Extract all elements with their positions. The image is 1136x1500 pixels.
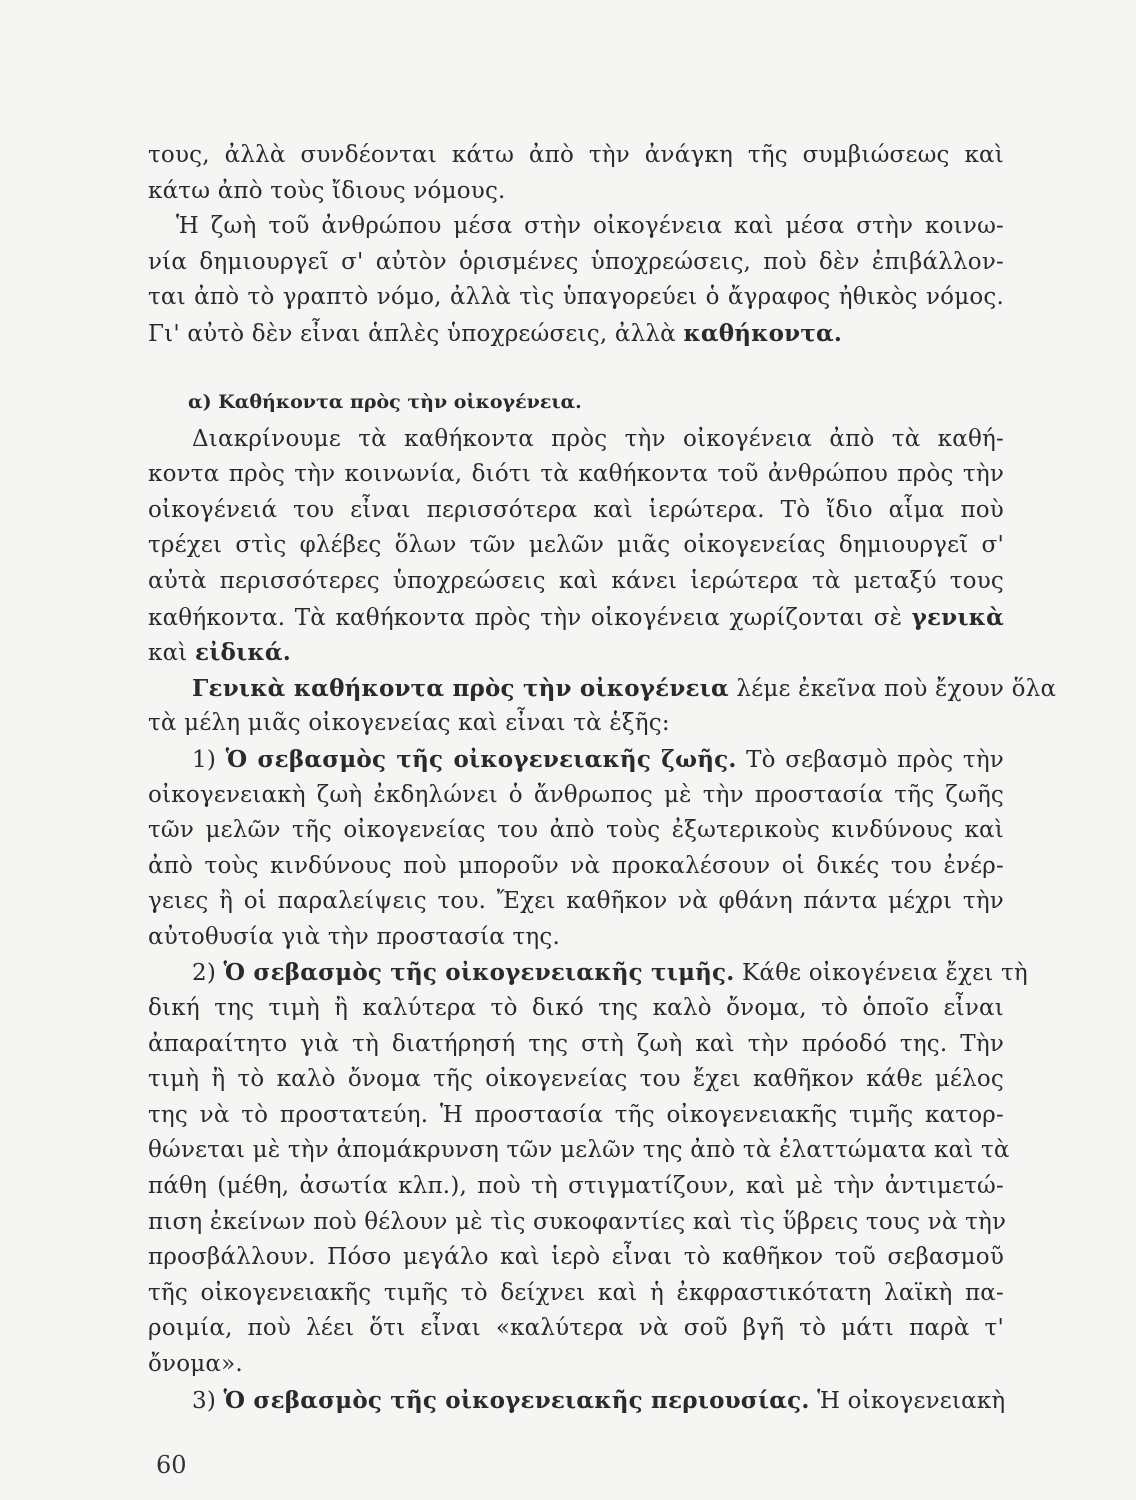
text-line: ἀπὸ τοὺς κινδύνους ποὺ μποροῦν νὰ προκαλέσουν οἱ δικές του ἐνέρ-: [148, 852, 1004, 879]
page-number: 60: [156, 1451, 187, 1479]
text-line: [148, 316, 1004, 352]
text-line: τιμὴ ἢ τὸ καλὸ ὄνομα τῆς οἰκογενείας του ἔχει καθῆκον κάθε μέλος: [148, 1066, 1004, 1093]
bold-term: Ὁ σεβασμὸς τῆς οἰκογενειακῆς περιουσίας.: [223, 1386, 810, 1414]
text-line: Διακρίνουμε τὰ καθήκοντα πρὸς τὴν οἰκογένεια ἀπὸ τὰ καθή-: [192, 425, 1004, 452]
list-item-heading: [148, 1383, 1004, 1419]
text-line: γειες ἢ οἱ παραλείψεις του. Ἔχει καθῆκον νὰ φθάνη πάντα μέχρι τὴν: [148, 888, 1004, 915]
text-segment: καὶ: [148, 640, 188, 667]
text-line: κοντα πρὸς τὴν κοινωνία, διότι τὰ καθήκοντα τοῦ ἀνθρώπου πρὸς τὴν: [148, 461, 1004, 488]
text-line: τῶν μελῶν τῆς οἰκογενείας του ἀπὸ τοὺς ἐξωτερικοὺς κινδύνους καὶ: [148, 817, 1004, 844]
text-line: [148, 671, 1057, 707]
text-line: αὐτοθυσία γιὰ τὴν προστασία της.: [148, 923, 560, 950]
list-number: 3): [192, 1387, 217, 1414]
text-line: θώνεται μὲ τὴν ἀπομάκρυνση τῶν μελῶν της ἀπὸ τὰ ἐλαττώματα καὶ τὰ: [148, 1137, 1010, 1164]
bold-term: καθήκοντα.: [683, 319, 843, 347]
bold-term: γενικὰ: [911, 603, 1005, 631]
text-segment: Ἡ οἰκογενειακὴ: [817, 1387, 1006, 1414]
list-number: 2): [192, 960, 217, 987]
section-subheading: α) Καθήκοντα πρὸς τὴν οἰκογένεια.: [188, 390, 582, 413]
text-line: της νὰ τὸ προστατεύη. Ἡ προστασία τῆς οἰκογενειακῆς τιμῆς κατορ-: [148, 1101, 1004, 1128]
text-line: τῆς οἰκογενειακῆς τιμῆς τὸ δείχνει καὶ ἡ ἐκφραστικότατη λαϊκὴ πα-: [148, 1279, 1004, 1306]
text-line: ται ἀπὸ τὸ γραπτὸ νόμο, ἀλλὰ τὶς ὑπαγορεύει ὁ ἄγραφος ἠθικὸς νόμος.: [148, 284, 1004, 311]
bold-term: Ὁ σεβασμὸς τῆς οἰκογενειακῆς ζωῆς.: [225, 745, 737, 773]
text-segment: Τὸ σεβασμὸ πρὸς τὴν: [746, 746, 1004, 773]
page-body: [148, 138, 1057, 1418]
text-line: Ἡ ζωὴ τοῦ ἀνθρώπου μέσα στὴν οἰκογένεια καὶ μέσα στὴν κοινω-: [176, 213, 1004, 240]
bold-term: Γενικὰ καθήκοντα πρὸς τὴν οἰκογένεια: [192, 674, 729, 702]
text-line: οἰκογενειακὴ ζωὴ ἐκδηλώνει ὁ ἄνθρωπος μὲ τὴν προστασία τῆς ζωῆς: [148, 781, 1004, 808]
text-line: ὄνομα».: [148, 1351, 243, 1377]
text-line: δική της τιμὴ ἢ καλύτερα τὸ δικό της καλὸ ὄνομα, τὸ ὁποῖο εἶναι: [148, 995, 1004, 1022]
text-line: [148, 600, 1004, 636]
list-number: 1): [192, 746, 217, 773]
text-line: πιση ἐκείνων ποὺ θέλουν μὲ τὶς συκοφαντίες καὶ τὶς ὕβρεις τους νὰ τὴν: [148, 1208, 1007, 1235]
list-item-heading: [148, 955, 1028, 991]
text-segment: λέμε ἐκεῖνα ποὺ ἔχουν ὅλα: [736, 675, 1057, 702]
list-item-heading: [148, 742, 1004, 778]
bold-term: εἰδικά.: [195, 639, 291, 667]
text-line: αὐτὰ περισσότερες ὑποχρεώσεις καὶ κάνει ἱερώτερα τὰ μεταξύ τους: [148, 567, 1004, 594]
text-segment: Κάθε οἰκογένεια ἔχει τὴ: [741, 960, 1028, 987]
text-line: τους, ἀλλὰ συνδέονται κάτω ἀπὸ τὴν ἀνάγκη τῆς συμβιώσεως καὶ: [148, 142, 1004, 168]
text-line: προσβάλλουν. Πόσο μεγάλο καὶ ἱερὸ εἶναι τὸ καθῆκον τοῦ σεβασμοῦ: [148, 1244, 1004, 1271]
bold-term: Ὁ σεβασμὸς τῆς οἰκογενειακῆς τιμῆς.: [223, 959, 735, 987]
text-line: τρέχει στὶς φλέβες ὅλων τῶν μελῶν μιᾶς οἰκογενείας δημιουργεῖ σ': [148, 532, 1004, 559]
text-line: πάθη (μέθη, ἀσωτία κλπ.), ποὺ τὴ στιγματίζουν, καὶ μὲ τὴν ἀντιμετώ-: [148, 1173, 1004, 1200]
text-line: ἀπαραίτητο γιὰ τὴ διατήρησή της στὴ ζωὴ καὶ τὴν πρόοδό της. Τὴν: [148, 1030, 1004, 1057]
text-segment: Γι' αὐτὸ δὲν εἶναι ἁπλὲς ὑποχρεώσεις, ἀλλὰ: [148, 320, 676, 347]
text-line: οἰκογένειά του εἶναι περισσότερα καὶ ἱερώτερα. Τὸ ἴδιο αἷμα ποὺ: [148, 496, 1004, 523]
text-line: ροιμία, ποὺ λέει ὅτι εἶναι «καλύτερα νὰ σοῦ βγῆ τὸ μάτι παρὰ τ': [148, 1315, 1004, 1342]
text-line: [148, 635, 1004, 671]
text-segment: καθήκοντα. Τὰ καθήκοντα πρὸς τὴν οἰκογένεια χωρίζονται σὲ: [148, 604, 903, 631]
text-line: τὰ μέλη μιᾶς οἰκογενείας καὶ εἶναι τὰ ἑξῆς:: [148, 710, 670, 737]
text-line: νία δημιουργεῖ σ' αὐτὸν ὁρισμένες ὑποχρεώσεις, ποὺ δὲν ἐπιβάλλον-: [148, 248, 1004, 275]
text-line: κάτω ἀπὸ τοὺς ἴδιους νόμους.: [148, 177, 506, 204]
